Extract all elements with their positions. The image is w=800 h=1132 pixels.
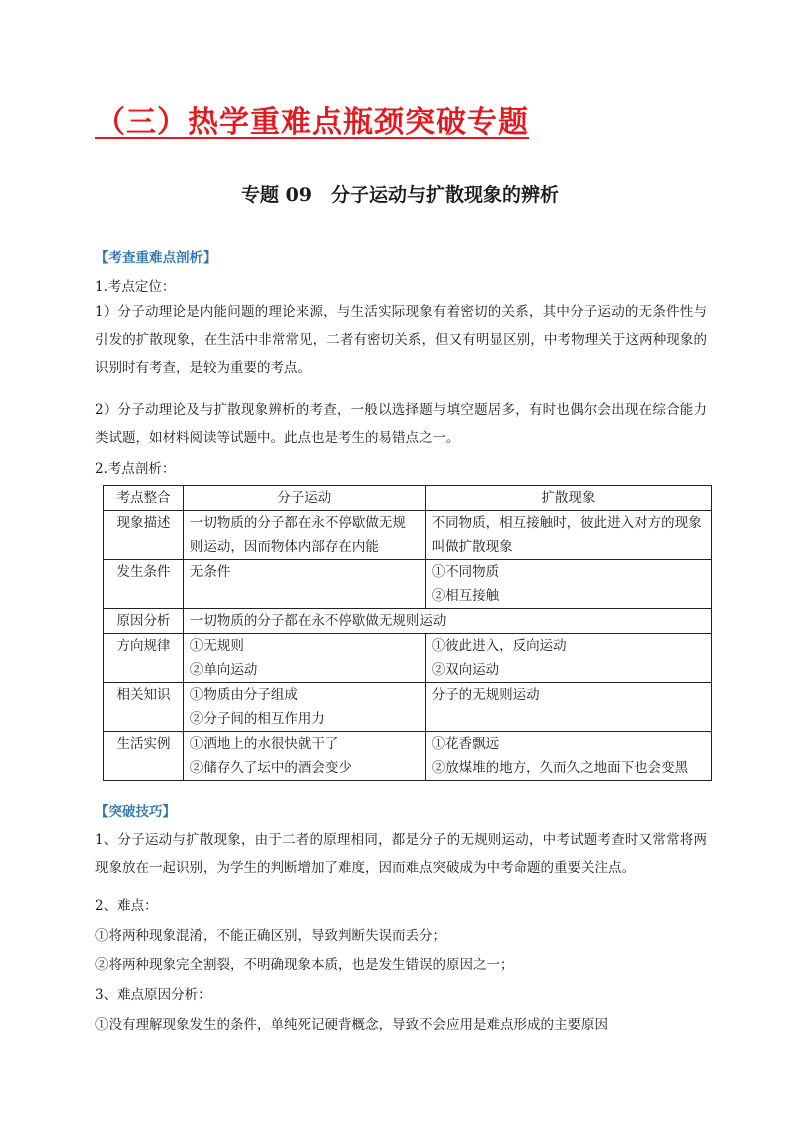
cause-item-1: ①没有理解现象发生的条件，单纯死记硬背概念，导致不会应用是难点形成的主要原因 (95, 1017, 608, 1033)
row-label: 发生条件 (104, 560, 184, 609)
section-heading-analysis: 【考查重难点剖析】 (95, 250, 217, 266)
table-row (104, 683, 712, 732)
table-cell: ①物质由分子组成 ②分子间的相互作用力 (183, 683, 425, 732)
paragraph-1: 1）分子动理论是内能问题的理论来源，与生活实际现象有着密切的关系，其中分子运动的无条件性与引发的扩散现象，在生活中非常常见，二者有密切关系，但又有明显区别，中考物理关于这两种现象的识别时有考查，是较为重要的考点。 (95, 304, 707, 376)
table-cell: 无条件 (183, 560, 425, 609)
table-cell: ①无规则 ②单向运动 (183, 634, 425, 683)
row-label: 现象描述 (104, 511, 184, 560)
table-header-cell: 考点整合 (104, 486, 184, 511)
table-cell: ①不同物质 ②相互接触 (425, 560, 711, 609)
paragraph-techniques-1: 1、分子运动与扩散现象，由于二者的原理相同，都是分子的无规则运动，中考试题考查时又常常将两现象放在一起识别，为学生的判断增加了难度，因而难点突破成为中考命题的重要关注点。 (95, 832, 707, 876)
table-row (104, 560, 712, 609)
point-positioning-label: 1.考点定位： (95, 279, 176, 295)
section-heading-techniques: 【突破技巧】 (95, 804, 176, 820)
table-row (104, 609, 712, 634)
topic-title: 专题 09 分子运动与扩散现象的辨析 (240, 184, 560, 206)
main-title: （三）热学重难点瓶颈突破专题 (95, 105, 529, 140)
table-row (104, 732, 712, 781)
difficulty-item-2: ②将两种现象完全割裂，不明确现象本质，也是发生错误的原因之一； (95, 957, 514, 973)
row-label: 生活实例 (104, 732, 184, 781)
table-cell: 一切物质的分子都在永不停歇做无规则运动，因而物体内部存在内能 (183, 511, 425, 560)
comparison-table (103, 485, 712, 781)
table-cell: ①花香飘远 ②放煤堆的地方，久而久之地面下也会变黑 (425, 732, 711, 781)
table-cell: 不同物质，相互接触时，彼此进入对方的现象叫做扩散现象 (425, 511, 711, 560)
table-header-cell: 扩散现象 (425, 486, 711, 511)
cause-label: 3、难点原因分析： (95, 987, 212, 1003)
table-cell: 分子的无规则运动 (425, 683, 711, 732)
table-row (104, 634, 712, 683)
row-label: 相关知识 (104, 683, 184, 732)
row-label: 方向规律 (104, 634, 184, 683)
row-label: 原因分析 (104, 609, 184, 634)
table-cell-merged: 一切物质的分子都在永不停歇做无规则运动 (183, 609, 711, 634)
table-row (104, 511, 712, 560)
point-analysis-label: 2.考点剖析： (95, 461, 176, 477)
table-header-row (104, 486, 712, 511)
table-cell: ①彼此进入，反向运动 ②双向运动 (425, 634, 711, 683)
paragraph-2: 2）分子动理论及与扩散现象辨析的考查，一般以选择题与填空题居多，有时也偶尔会出现在综合能力类试题，如材料阅读等试题中。此点也是考生的易错点之一。 (95, 402, 707, 446)
difficulty-item-1: ①将两种现象混淆，不能正确区别，导致判断失误而丢分； (95, 928, 446, 944)
difficulty-label: 2、难点： (95, 898, 158, 914)
table-cell: ①洒地上的水很快就干了 ②储存久了坛中的酒会变少 (183, 732, 425, 781)
table-header-cell: 分子运动 (183, 486, 425, 511)
